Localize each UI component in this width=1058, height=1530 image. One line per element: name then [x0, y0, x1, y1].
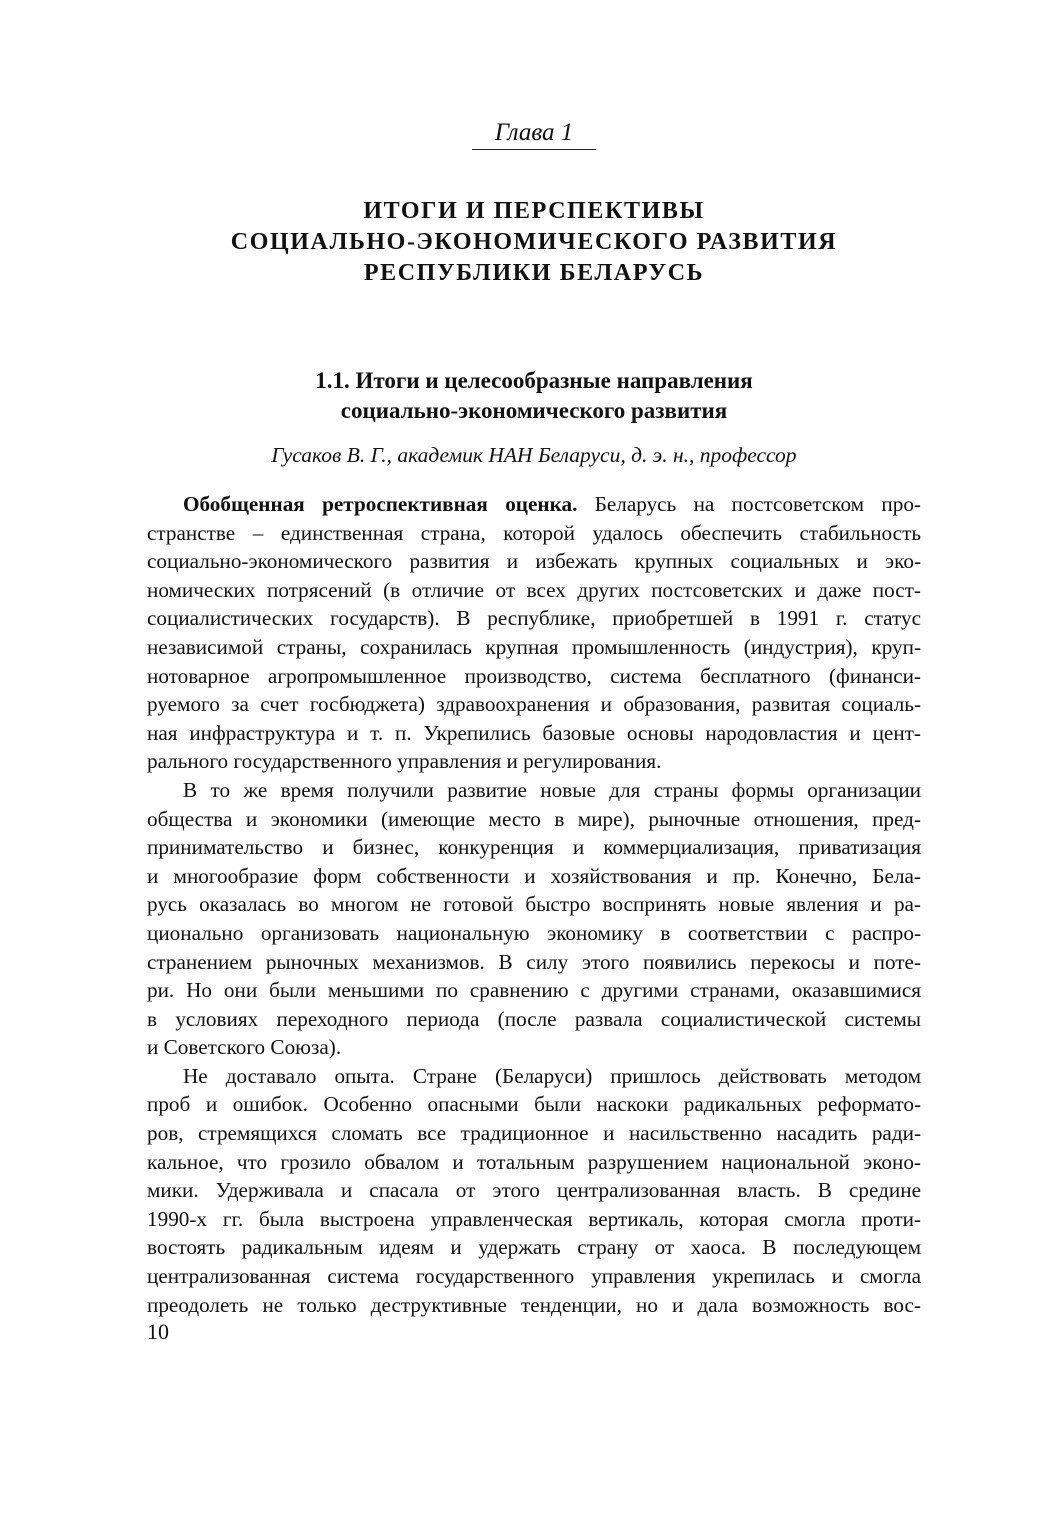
paragraph-line: 1990-х гг. была выстроена управленческая вертикаль, которая смогла проти- — [147, 1206, 921, 1231]
paragraph-line: общества и экономики (имеющие место в мире), рыночные отношения, пред- — [147, 806, 921, 831]
paragraph-line: в условиях переходного периода (после развала социалистической системы — [147, 1006, 921, 1031]
paragraph-line: номических потрясений (в отличие от всех других постсоветских и даже пост- — [147, 577, 921, 602]
paragraph-line: нотоварное агропромышленное производство, система бесплатного (финанси- — [147, 663, 921, 688]
paragraph-line: централизованная система государственного управления укрепилась и смогла — [147, 1264, 921, 1289]
paragraph-line: социально-экономического развития и избежать крупных социальных и эко- — [147, 549, 921, 574]
paragraph-line: принимательство и бизнес, конкуренция и коммерциализация, приватизация — [147, 835, 921, 860]
paragraph-line: востоять радикальным идеям и удержать страну от хаоса. В последующем — [147, 1235, 921, 1260]
paragraph-line: кальное, что грозило обвалом и тотальным разрушением национальной эконо- — [147, 1149, 921, 1174]
paragraph-line: Обобщенная ретроспективная оценка. Беларусь на постсоветском про- — [183, 492, 921, 516]
paragraph-line: руемого за счет госбюджета) здравоохранения и образования, развитая социаль- — [147, 692, 921, 717]
paragraph-line: рального государственного управления и регулирования. — [147, 749, 662, 774]
paragraph-line: русь оказалась во многом не готовой быстро воспринять новые явления и ра- — [147, 892, 921, 917]
paragraph-line: ная инфраструктура и т. п. Укрепились базовые основы народовластия и цент- — [147, 720, 921, 745]
paragraph-line: ционально организовать национальную экономику в соответствии с распро- — [147, 920, 921, 945]
paragraph-line: преодолеть не только деструктивные тенденции, но и дала возможность вос- — [147, 1292, 921, 1317]
paragraph-line: странстве – единственная страна, которой удалось обеспечить стабильность — [147, 520, 921, 545]
section-title-line: 1.1. Итоги и целесообразные направления — [315, 368, 753, 393]
paragraph-line: ри. Но они были меньшими по сравнению с другими странами, оказавшимися — [147, 978, 921, 1003]
chapter-rule — [472, 149, 596, 150]
section-title-line: социально-экономического развития — [340, 398, 728, 423]
paragraph-line: и Советского Союза). — [147, 1035, 342, 1060]
chapter-title-line: СОЦИАЛЬНО-ЭКОНОМИЧЕСКОГО РАЗВИТИЯ — [230, 229, 838, 255]
paragraph-line: В то же время получили развитие новые для страны формы организации — [183, 777, 921, 802]
paragraph-line: ров, стремящихся сломать все традиционное и насильственно насадить ради- — [147, 1121, 921, 1146]
section-title — [0, 366, 1058, 426]
paragraph-line: социалистических государств). В республике, приобретшей в 1991 г. статус — [147, 606, 921, 631]
page-number: 10 — [147, 1319, 169, 1344]
chapter-label: Глава 1 — [494, 119, 574, 146]
author-byline: Гусаков В. Г., академик НАН Беларуси, д. э. н., профессор — [271, 443, 797, 467]
body-text — [147, 490, 921, 1319]
chapter-title-line: ИТОГИ И ПЕРСПЕКТИВЫ — [363, 198, 705, 224]
paragraph-line: странением рыночных механизмов. В силу этого появились перекосы и поте- — [147, 949, 921, 974]
paragraph-lead: Обобщенная ретроспективная оценка. — [183, 492, 578, 516]
paragraph-line: проб и ошибок. Особенно опасными были наскоки радикальных реформато- — [147, 1092, 921, 1117]
paragraph-line: независимой страны, сохранилась крупная промышленность (индустрия), круп- — [147, 634, 921, 659]
paragraph-line: Не доставало опыта. Стране (Беларуси) пришлось действовать методом — [183, 1063, 921, 1088]
paragraph-line: и многообразие форм собственности и хозяйствования и пр. Конечно, Бела- — [147, 863, 921, 888]
chapter-title — [0, 196, 1058, 289]
paragraph-line: мики. Удерживала и спасала от этого централизованная власть. В средине — [147, 1178, 921, 1203]
chapter-title-line: РЕСПУБЛИКИ БЕЛАРУСЬ — [363, 260, 705, 286]
